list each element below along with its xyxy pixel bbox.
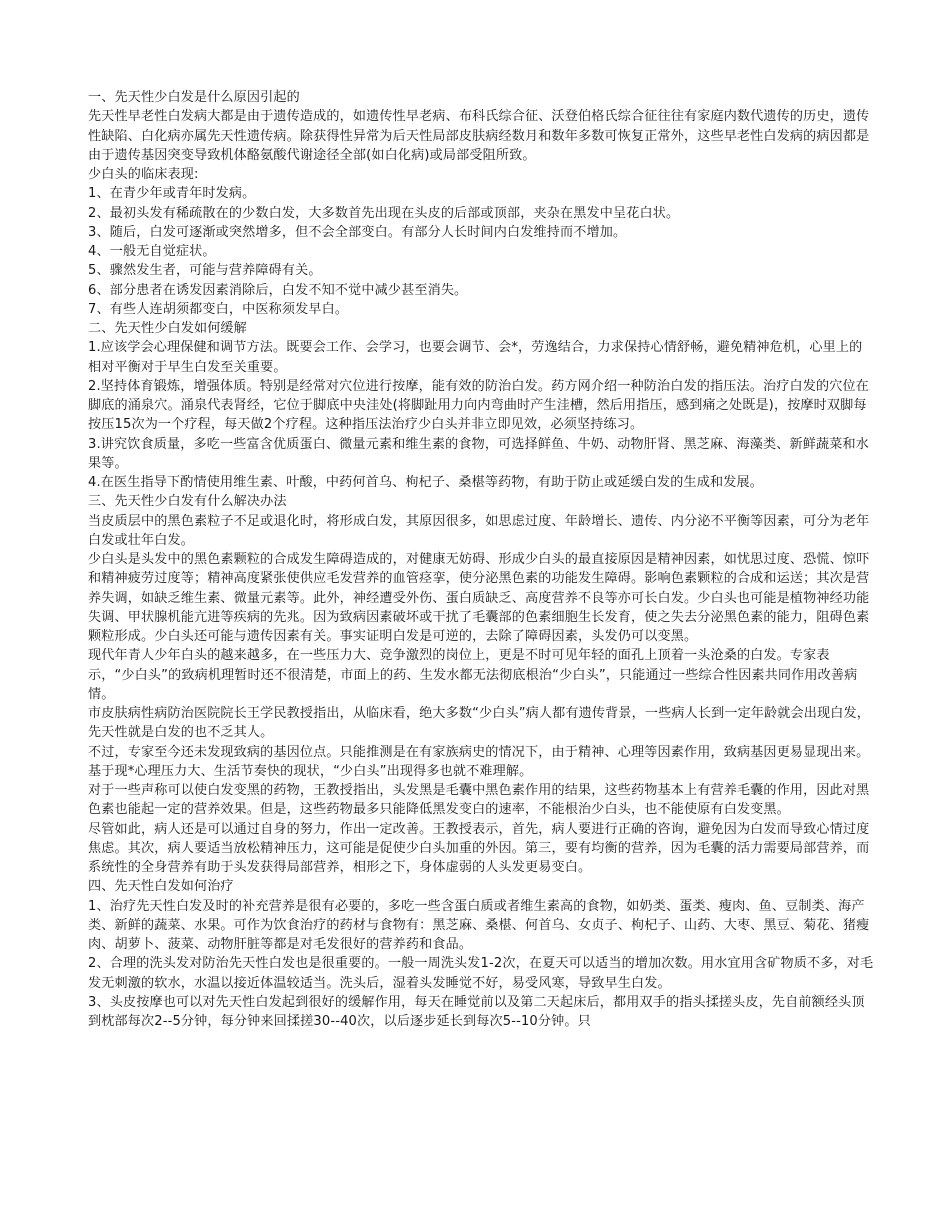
list-item: 6、部分患者在诱发因素消除后，白发不知不觉中减少甚至消失。 bbox=[88, 282, 468, 298]
list-item: 3、头皮按摩也可以对先天性白发起到很好的缓解作用，每天在睡觉前以及第二天起床后，都用双手的指头揉搓头皮，先自前额经头顶到枕部每次2--5分钟，每分钟来回揉搓30--40次，以后逐步延长到每次5--10分钟。只 bbox=[88, 994, 865, 1029]
list-item: 3、随后，白发可逐渐或突然增多，但不会全部变白。有部分人长时间内白发维持而不增加。 bbox=[88, 224, 627, 240]
paragraph: 对于一些声称可以使白发变黑的药物，王教授指出，头发黑是毛囊中黑色素作用的结果，这些药物基本上有营养毛囊的作用，因此对黑色素也能起一定的营养效果。但是，这些药物最多只能降低黑发变白的速率，不能根治少白头，也不能使原有白发变黑。 bbox=[88, 783, 870, 818]
list-item: 1、在青少年或青年时发病。 bbox=[88, 186, 256, 202]
list-item: 3.讲究饮食质量，多吃一些富含优质蛋白、微量元素和维生素的食物，可选择鲜鱼、牛奶、动物肝肾、黑芝麻、海藻类、新鲜蔬菜和水果等。 bbox=[88, 436, 869, 471]
paragraph: 市皮肤病性病防治医院院长王学民教授指出，从临床看，绝大多数“少白头”病人都有遗传背景，一些病人长到一定年龄就会出现白发，先天性就是白发的也不乏其人。 bbox=[88, 706, 871, 741]
list-item: 4、一般无自觉症状。 bbox=[88, 244, 216, 259]
list-item: 4.在医生指导下酌情使用维生素、叶酸，中药何首乌、枸杞子、桑椹等药物，有助于防止或延缓白发的生成和发展。 bbox=[88, 475, 763, 490]
paragraph: 当皮质层中的黑色素粒子不足或退化时，将形成白发，其原因很多，如思虑过度、年龄增长、遗传、内分泌不平衡等因素，可分为老年白发或壮年白发。 bbox=[88, 513, 870, 548]
section-heading: 三、先天性少白发有什么解决办法 bbox=[88, 494, 287, 510]
list-item: 1.应该学会心理保健和调节方法。既要会工作、会学习，也要会调节、会*，劳逸结合，力求保持心情舒畅，避免精神危机，心里上的相对平衡对于早生白发至关重要。 bbox=[88, 340, 863, 375]
section-heading: 二、先天性少白发如何缓解 bbox=[88, 321, 247, 336]
paragraph: 少白头是头发中的黑色素颗粒的合成发生障碍造成的，对健康无妨碍、形成少白头的最直接原因是精神因素，如忧思过度、恐慌、惊吓和精神疲劳过度等；精神高度紧张使供应毛发营养的血管痉挛，使分泌黑色素的功能发生障碍。影响色素颗粒的合成和运送；其次是营养失调，如缺乏维生素、微量元素等。此外，神经遭受外伤、蛋白质缺乏、高度营养不良等亦可长白发。少白头也可能是植物神经功能失调、甲状腺机能亢进等疾病的先兆。因为致病因素破坏或干扰了毛囊部的色素细胞生长发育，使之失去分泌黑色素的能力，阻碍色素颗粒形成。少白头还可能与遗传因素有关。事实证明白发是可逆的，去除了障碍因素，头发仍可以变黑。 bbox=[88, 552, 870, 644]
paragraph: 现代年青人少年白头的越来越多，在一些压力大、竞争激烈的岗位上，更是不时可见年轻的面孔上顶着一头沧桑的白发。专家表示，“少白头”的致病机理暂时还不很清楚，市面上的药、生发水都无法彻底根治“少白头”，只能通过一些综合性因素共同作用改善病情。 bbox=[88, 648, 858, 702]
list-item: 5、骤然发生者，可能与营养障碍有关。 bbox=[88, 263, 322, 279]
paragraph: 尽管如此，病人还是可以通过自身的努力，作出一定改善。王教授表示，首先，病人要进行正确的咨询，避免因为白发而导致心情过度焦虑。其次，病人要适当放松精神压力，这可能是促使少白头加重的外因。第三，要有均衡的营养，因为毛囊的活力需要局部营养，而系统性的全身营养有助于头发获得局部营养，相形之下，身体虚弱的人头发更易变白。 bbox=[88, 821, 870, 875]
list-item: 2、合理的洗头发对防治先天性白发也是很重要的。一般一周洗头发1-2次，在夏天可以适当的增加次数。用水宜用含矿物质不多，对毛发无刺激的软水，水温以接近体温较适当。洗头后，湿着头发睡觉不好，易受风寒，导致早生白发。 bbox=[88, 956, 874, 991]
section-heading: 四、先天性白发如何治疗 bbox=[88, 879, 234, 895]
list-item: 7、有些人连胡须都变白，中医称须发早白。 bbox=[88, 301, 349, 317]
paragraph: 不过，专家至今还未发现致病的基因位点。只能推测是在有家族病史的情况下，由于精神、心理等因素作用，致病基因更易显现出来。基于现*心理压力大、生活节奏快的现状，“少白头”出现得多也就不难理解。 bbox=[88, 744, 870, 779]
list-item: 2.坚持体育锻炼，增强体质。特别是经常对穴位进行按摩，能有效的防治白发。药方网介绍一种防治白发的指压法。治疗白发的穴位在脚底的涌泉穴。涌泉代表肾经，它位于脚底中央洼处(将脚趾用力向内弯曲时产生洼槽，然后用指压，感到痛之处既是)，按摩时双脚每按压15次为一个疗程，每天做2个疗程。这种指压法治疗少白头并非立即见效，必须坚持练习。 bbox=[88, 378, 869, 433]
section-heading: 一、先天性少白发是什么原因引起的 bbox=[88, 90, 300, 105]
list-item: 1、治疗先天性白发及时的补充营养是很有必要的，多吃一些含蛋白质或者维生素高的食物，如奶类、蛋类、瘦肉、鱼、豆制类、海产类、新鲜的蔬菜、水果。可作为饮食治疗的药材与食物有：黑芝麻、桑椹、何首乌、女贞子、枸杞子、山药、大枣、黑豆、菊花、猪瘦肉、胡萝卜、菠菜、动物肝脏等都是对毛发很好的营养药和食品。 bbox=[88, 898, 870, 952]
paragraph: 先天性早老性白发病大都是由于遗传造成的，如遗传性早老病、布科氏综合征、沃登伯格氏综合征往往有家庭内数代遗传的历史，遗传性缺陷、白化病亦属先天性遗传病。除获得性异常为后天性局部皮肤病经数月和数年多数可恢复正常外，这些早老性白发病的病因都是由于遗传基因突变导致机体酪氨酸代谢途径全部(如白化病)或局部受阻所致。 bbox=[88, 109, 870, 163]
list-item: 2、最初头发有稀疏散在的少数白发，大多数首先出现在头皮的后部或顶部，夹杂在黑发中呈花白状。 bbox=[88, 205, 680, 221]
subheading: 少白头的临床表现: bbox=[88, 167, 199, 182]
